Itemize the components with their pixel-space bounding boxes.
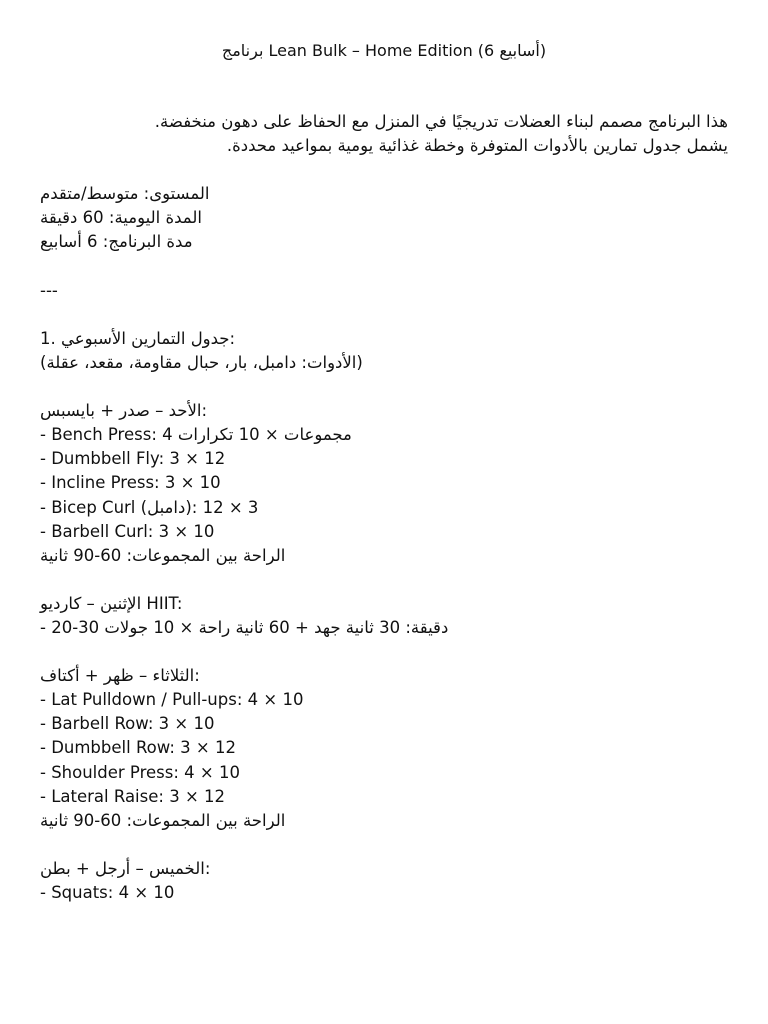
exercise-item: - Lateral Raise: 3 × 12 [40, 786, 226, 806]
exercise-item: - Bicep Curl (دامبل): 3 × 12 [40, 497, 259, 517]
separator-text: --- [40, 280, 58, 300]
program-duration-text: مدة البرنامج: 6 أسابيع [40, 232, 193, 252]
intro-line-2: يشمل جدول تمارين بالأدوات المتوفرة وخطة غذائية يومية بمواعيد محددة. [226, 136, 728, 156]
spacer [40, 375, 728, 399]
spacer [40, 303, 728, 327]
document-title: برنامج Lean Bulk – Home Edition (6 أسابيع) [221, 41, 547, 60]
spacer [40, 255, 728, 279]
exercise-item: - 20-30 دقيقة: 30 ثانية جهد + 60 ثانية راحة × 10 جولات [40, 617, 449, 637]
exercise-item: - Lat Pulldown / Pull-ups: 4 × 10 [40, 690, 304, 710]
exercise-item: - Shoulder Press: 4 × 10 [40, 762, 240, 782]
sunday-heading: الأحد – صدر + بايسبس: [40, 401, 208, 421]
exercise-item: - Bench Press: 4 مجموعات × 10 تكرارات [40, 425, 352, 445]
exercise-item: - Squats: 4 × 10 [40, 883, 175, 902]
intro-line-1: هذا البرنامج مصمم لبناء العضلات تدريجيًا في المنزل مع الحفاظ على دهون منخفضة. [154, 112, 728, 131]
document-body [40, 110, 728, 905]
level-text: المستوى: متوسط/متقدم [40, 184, 210, 204]
exercise-item: - Dumbbell Row: 3 × 12 [40, 738, 236, 758]
section1-heading: 1. جدول التمارين الأسبوعي: [40, 328, 236, 348]
exercise-item: - Incline Press: 3 × 10 [40, 473, 221, 493]
rest-text: الراحة بين المجموعات: 60-90 ثانية [40, 545, 286, 565]
spacer [40, 833, 728, 857]
thursday-heading: الخميس – أرجل + بطن: [40, 858, 211, 878]
spacer [40, 640, 728, 664]
daily-duration-text: المدة اليومية: 60 دقيقة [40, 208, 202, 228]
tuesday-heading: الثلاثاء – ظهر + أكتاف: [40, 666, 200, 686]
exercise-item: - Barbell Row: 3 × 10 [40, 714, 215, 734]
intro-paragraph [40, 110, 728, 158]
exercise-item: - Barbell Curl: 3 × 10 [40, 521, 215, 541]
tools-text: (الأدوات: دامبل، بار، حبال مقاومة، مقعد، عقلة) [40, 352, 363, 372]
rest-text: الراحة بين المجموعات: 60-90 ثانية [40, 810, 286, 830]
exercise-item: - Dumbbell Fly: 3 × 12 [40, 449, 226, 469]
spacer [40, 158, 728, 182]
monday-heading: الإثنين – كارديو HIIT: [40, 593, 183, 613]
spacer [40, 568, 728, 592]
